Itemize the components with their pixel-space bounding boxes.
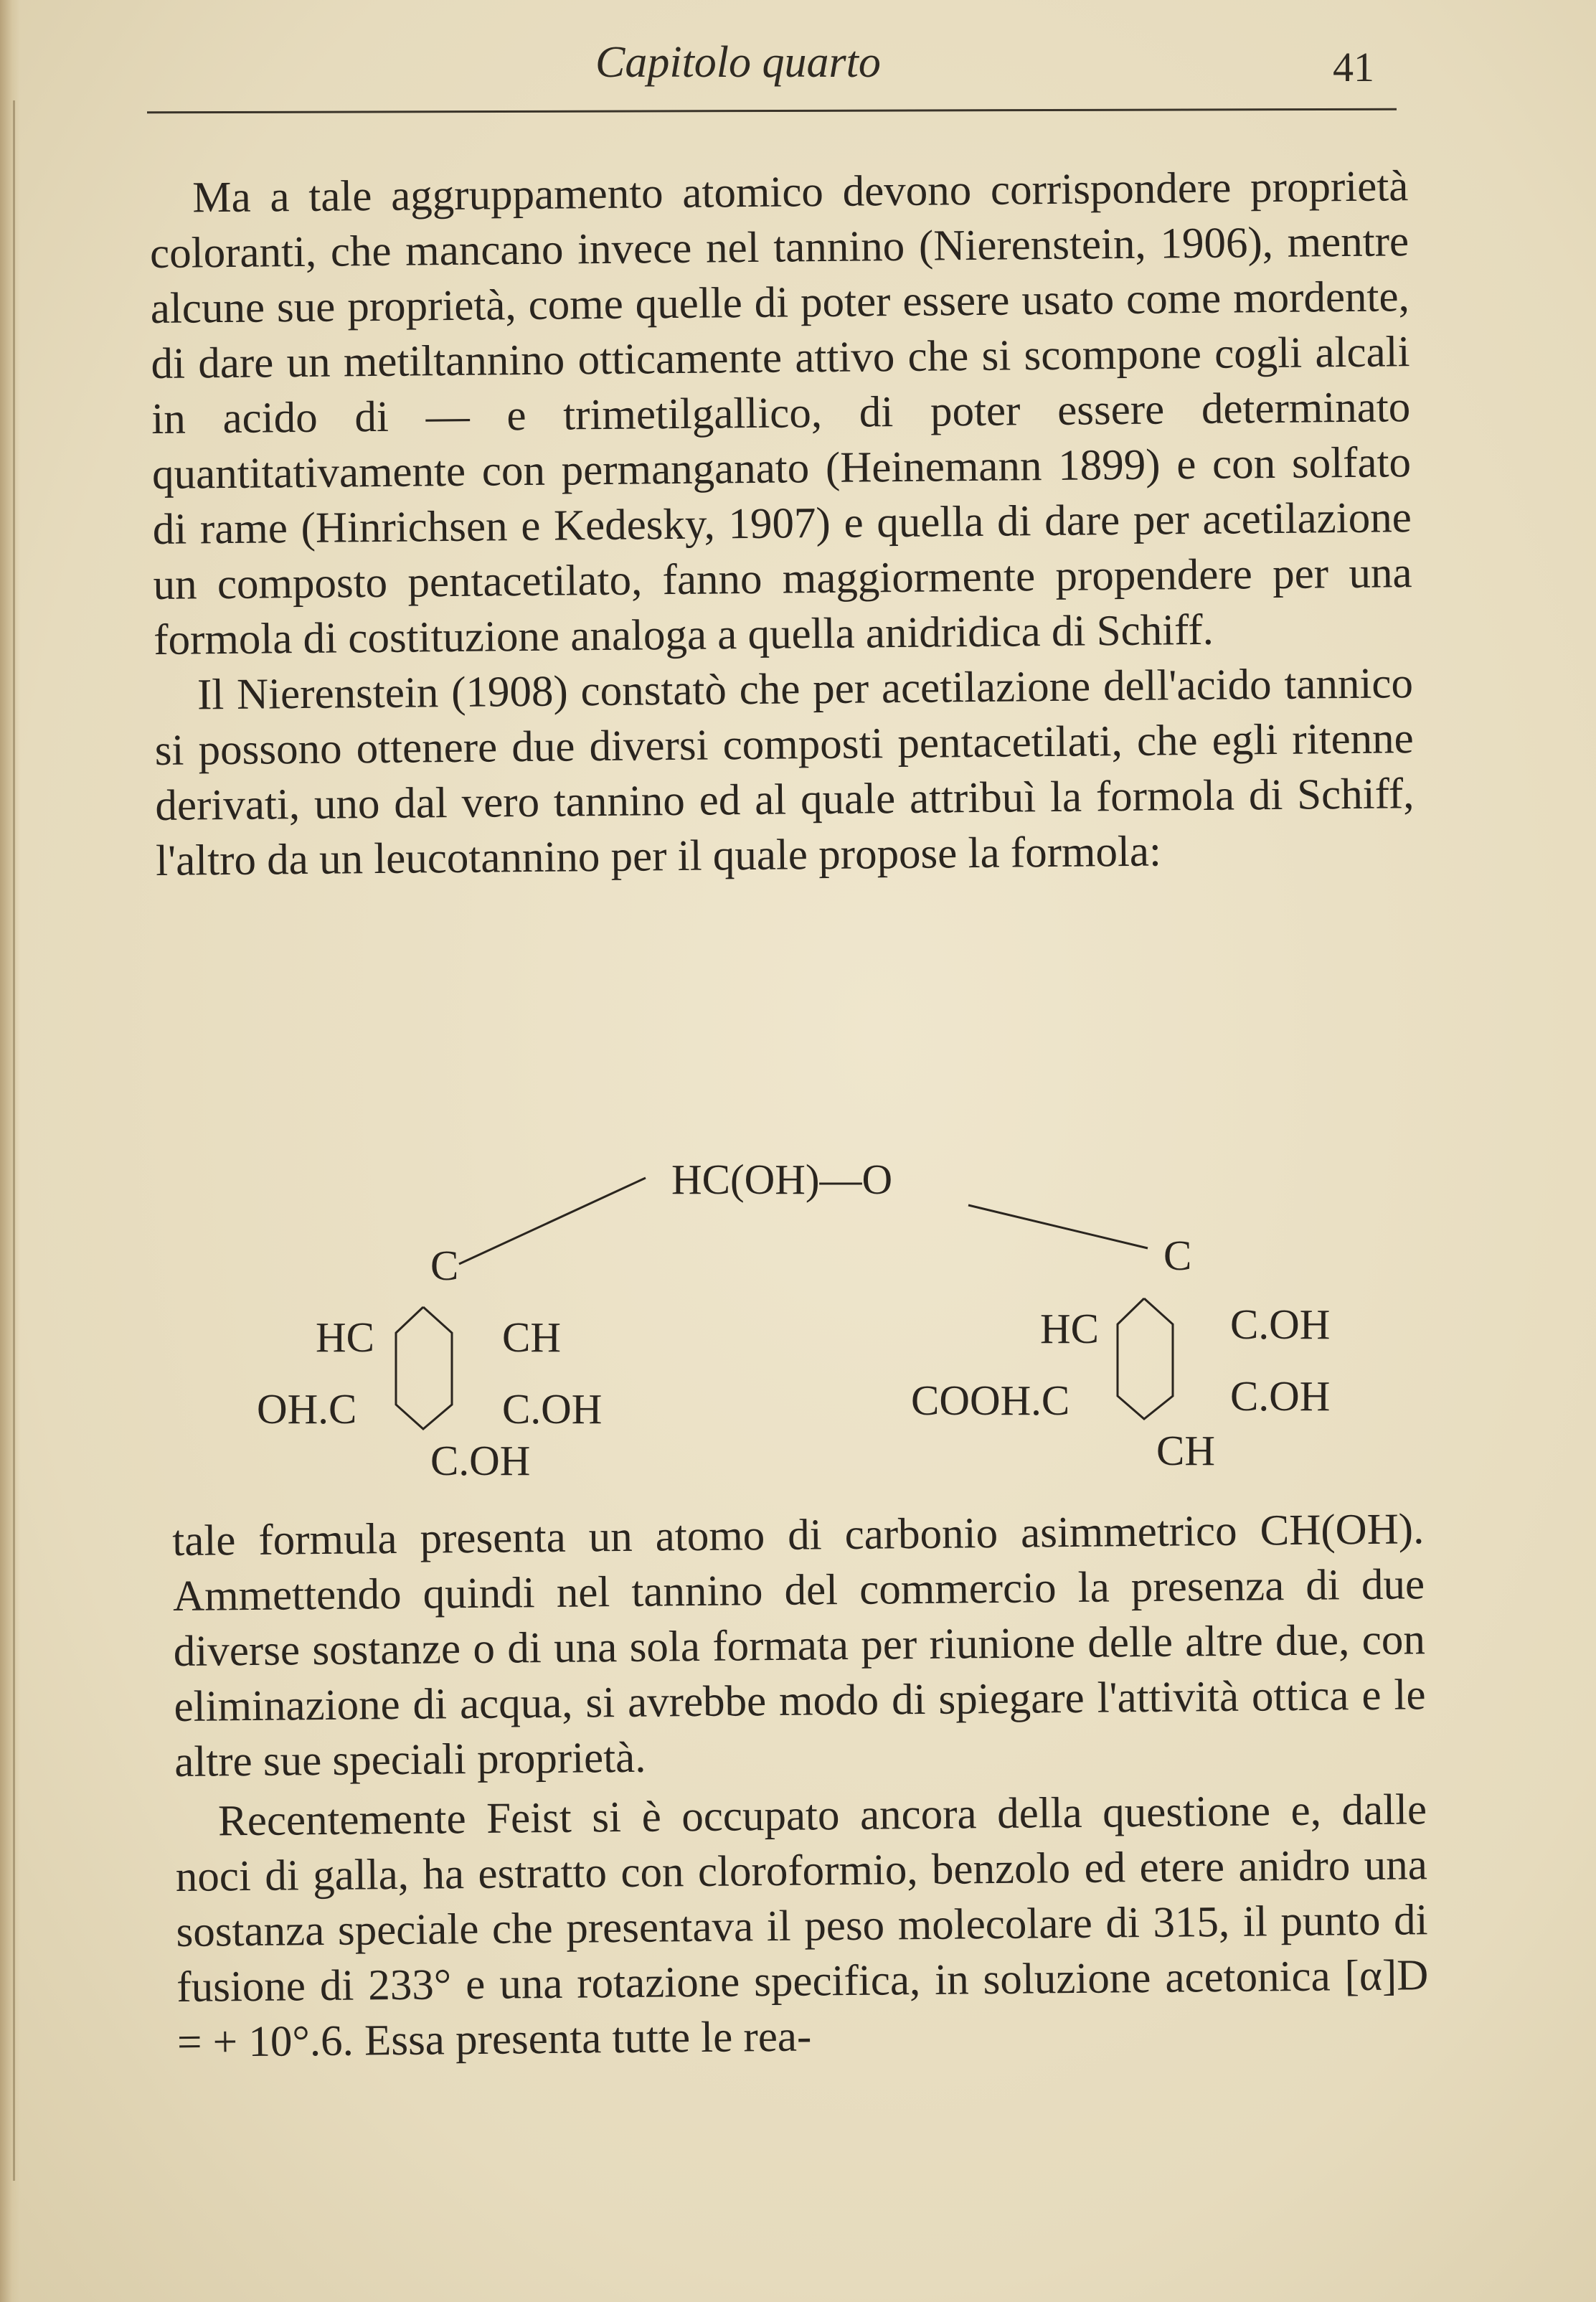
body-text-bottom: [172, 1501, 1429, 2070]
running-header-title: Capitolo quarto: [595, 38, 881, 87]
paragraph: Ma a tale aggruppamento atomico devono corrispondere proprietà coloranti, che mancano invece nel tannino (Nierenstein, 1906), mentre alcune sue proprietà, come quelle di poter essere usato come mordente, di dare un metiltannino otticamente attivo che si scompone cogli alcali in acido di — e trimetilgallico, di poter essere determinato quantitativamente con permanganato (Heinemann 1899) e con solfato di rame (Hinrichsen e Kedesky, 1907) e quella di dare per acetilazione un composto pentacetilato, fanno maggiormente propendere per una formola di costituzione analoga a quella anidridica di Schiff.: [149, 162, 1412, 664]
binding-shadow-line: [13, 100, 15, 2181]
left-ring-lower-right: C.OH: [502, 1385, 603, 1433]
left-ring-top: C: [430, 1242, 459, 1289]
left-ring-bottom: C.OH: [430, 1437, 531, 1484]
right-ring-upper-left: HC: [1040, 1305, 1099, 1352]
left-ring-upper-left: HC: [316, 1313, 374, 1361]
right-bridge-bond: [968, 1205, 1148, 1248]
paragraph: Il Nierenstein (1908) constatò che per acetilazione dell'acido tannico si possono ottenere due diversi composti pentacetilati, che egli ritenne derivati, uno dal vero tannino ed al quale attribuì la formola di Schiff, l'altro da un leucotannino per il quale propose la formola:: [154, 659, 1415, 885]
paragraph: Recentemente Feist si è occupato ancora della questione e, dalle noci di galla, ha estratto con cloroformio, benzolo ed etere anidro una sostanza speciale che presentava il peso molecolare di 315, il punto di fusione di 233° e una rotazione specifica, in soluzione acetonica [α]D = + 10°.6. Essa presenta tutte le rea-: [175, 1786, 1429, 2067]
formula-bridge: HC(OH)—O: [671, 1156, 893, 1203]
left-ring-lower-left: OH.C: [257, 1385, 357, 1433]
page-number: 41: [1333, 44, 1374, 90]
body-text-top: [149, 159, 1415, 889]
right-ring-upper-right: C.OH: [1230, 1301, 1331, 1348]
left-ring-bond: [396, 1307, 452, 1429]
left-ring-upper-right: CH: [502, 1313, 561, 1361]
right-ring-bottom: CH: [1156, 1427, 1215, 1474]
right-ring-lower-right: C.OH: [1230, 1372, 1331, 1420]
structural-formula: [244, 1156, 1406, 1492]
right-ring-bond: [1118, 1298, 1173, 1419]
header-rule: [147, 108, 1397, 114]
left-bridge-bond: [459, 1178, 646, 1264]
page-binding-edge: [0, 0, 20, 2302]
paragraph: tale formula presenta un atomo di carbonio asimmetrico CH(OH). Ammettendo quindi nel tannino del commercio la presenza di due diverse sostanze o di una sola formata per riunione delle altre due, con eliminazione di acqua, si avrebbe modo di spiegare l'attività ottica e le altre sue speciali proprietà.: [172, 1505, 1426, 1786]
right-ring-lower-left: COOH.C: [911, 1377, 1070, 1424]
right-ring-top: C: [1163, 1232, 1192, 1279]
